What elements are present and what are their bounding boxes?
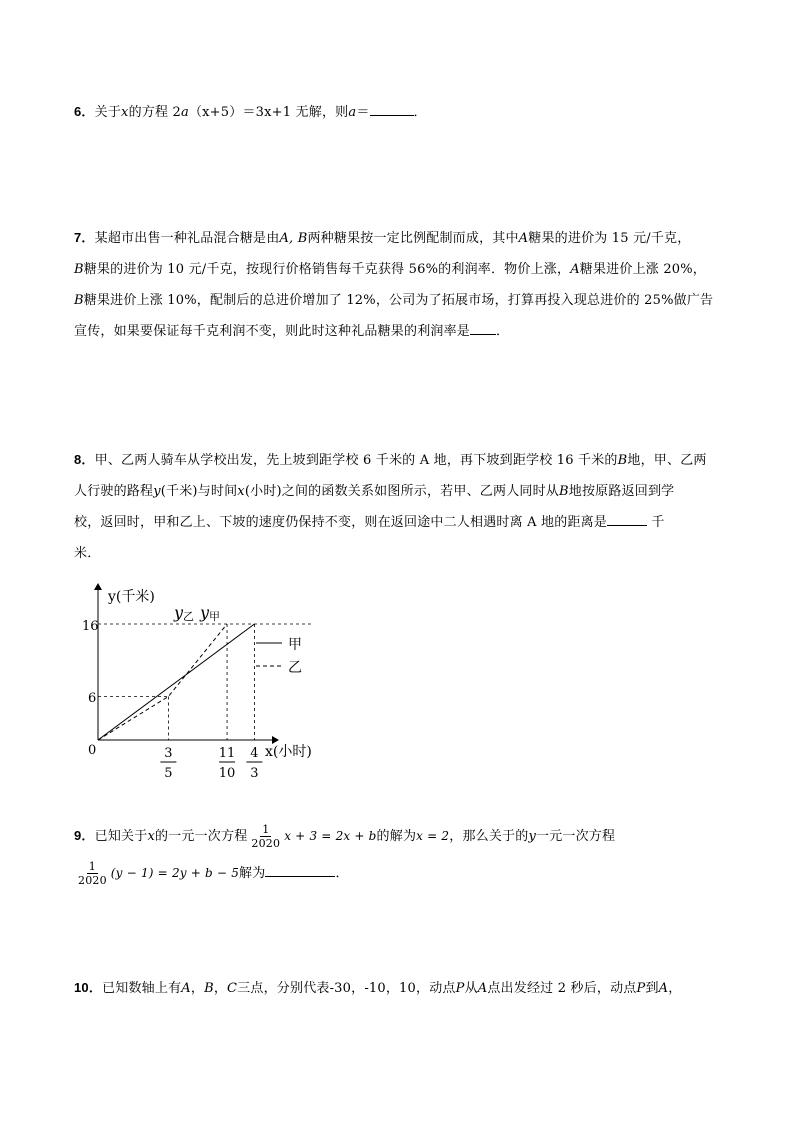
question-6 bbox=[74, 96, 724, 128]
answer-blank[interactable] bbox=[607, 511, 647, 526]
q6-text: （x+5）＝3x+1 无解，则 bbox=[188, 105, 349, 120]
var-B: B bbox=[617, 453, 628, 468]
guide-lines bbox=[98, 624, 313, 740]
q6-text: ． bbox=[413, 105, 427, 120]
q8-text: (小时)之间的函数关系如图所示，若甲、乙两人同时从 bbox=[244, 484, 559, 499]
series-lines bbox=[98, 624, 254, 740]
q9-text: 一元一次方程 bbox=[536, 829, 616, 844]
question-number: 6． bbox=[74, 104, 95, 119]
x-tick-den: 3 bbox=[250, 766, 259, 781]
answer-blank[interactable] bbox=[370, 101, 414, 116]
q8-text: 米． bbox=[74, 546, 101, 561]
legend-label-jia: 甲 bbox=[288, 637, 302, 653]
series-label-jia: y甲 bbox=[200, 603, 221, 623]
q8-text: (千米)与时间 bbox=[160, 484, 238, 499]
fraction-denominator: 2020 bbox=[251, 837, 281, 850]
series-line-1 bbox=[98, 624, 227, 740]
q10-text: 到 bbox=[645, 981, 659, 996]
q9-text: 的一元一次方程 bbox=[155, 829, 248, 844]
x-tick-den: 5 bbox=[164, 766, 173, 781]
var-A: A bbox=[518, 231, 529, 246]
q6-text: 关于 bbox=[94, 105, 122, 120]
var-B: B bbox=[559, 484, 569, 499]
distance-time-graph bbox=[84, 578, 334, 783]
q8-text: 地，甲、乙两 bbox=[627, 453, 707, 468]
var-C: C bbox=[227, 981, 238, 996]
var-a: a bbox=[181, 105, 189, 120]
q7-text: 糖果的进价为 15 元/千克， bbox=[528, 231, 691, 246]
fraction bbox=[76, 860, 109, 887]
question-7 bbox=[74, 222, 724, 347]
q10-text: 三点，分别代表-30，-10，10，动点 bbox=[237, 981, 456, 996]
q9-text: 解为 bbox=[239, 866, 266, 881]
q8-text: 甲、乙两人骑车从学校出发，先上坡到距学校 6 千米的 A 地，再下坡到距学校 16 千米的 bbox=[94, 453, 618, 468]
q10-text: ， bbox=[190, 981, 205, 996]
var-y: y bbox=[153, 484, 161, 499]
var-P: P bbox=[636, 981, 646, 996]
question-9 bbox=[74, 820, 724, 889]
y-tick-6: 6 bbox=[88, 691, 97, 706]
q7-text: 糖果的进价为 10 元/千克，按现行价格销售每千克获得 56%的利润率．物价上涨， bbox=[83, 262, 571, 277]
q10-text: ， bbox=[668, 981, 682, 996]
var-B: B bbox=[74, 293, 84, 308]
equation: (y − 1) = 2y + b − 5 bbox=[110, 866, 240, 880]
x-tick-num: 11 bbox=[218, 746, 236, 761]
var-a: a bbox=[348, 105, 357, 120]
q9-text: 的解为 bbox=[376, 829, 417, 844]
question-number: 10． bbox=[74, 980, 103, 995]
var-x: x bbox=[147, 829, 155, 844]
var-x: x bbox=[237, 484, 245, 499]
q10-text: 点出发经过 2 秒后，动点 bbox=[487, 981, 637, 996]
question-10 bbox=[74, 972, 724, 1004]
question-number: 7． bbox=[74, 230, 95, 245]
var-B: B bbox=[74, 262, 84, 277]
q9-text: 已知关于 bbox=[94, 829, 148, 844]
x-tick-num: 3 bbox=[164, 746, 173, 761]
q6-text: 的方程 2 bbox=[128, 105, 181, 120]
var-P: P bbox=[455, 981, 465, 996]
fraction-denominator: 2020 bbox=[78, 874, 107, 887]
x-tick-den: 10 bbox=[218, 766, 236, 781]
y-axis-label: y(千米) bbox=[108, 589, 155, 605]
question-8 bbox=[74, 444, 724, 569]
q8-text: 校，返回时，甲和乙上、下坡的速度仍保持不变，则在返回途中二人相遇时离 A 地的距离是 bbox=[74, 515, 608, 530]
series-line-0 bbox=[98, 624, 254, 740]
var-A: A bbox=[477, 981, 488, 996]
fraction-numerator: 1 bbox=[262, 823, 270, 836]
q7-text: ． bbox=[496, 324, 510, 339]
x-tick-labels bbox=[160, 746, 262, 781]
q7-text: 某超市出售一种礼品混合糖是由 bbox=[94, 231, 280, 246]
series-label-yi: y乙 bbox=[174, 603, 195, 623]
q6-text: ＝ bbox=[356, 105, 370, 120]
q10-text: 已知数轴上有 bbox=[102, 981, 182, 996]
answer-blank[interactable] bbox=[470, 320, 496, 335]
q7-text: 糖果进价上涨 10%，配制后的总进价增加了 12%，公司为了拓展市场，打算再投入现总进价的 25%做广告 bbox=[83, 293, 714, 308]
q9-text: ． bbox=[335, 866, 349, 881]
x-tick-num: 4 bbox=[250, 746, 259, 761]
fraction bbox=[249, 823, 282, 850]
q10-text: 从 bbox=[464, 981, 478, 996]
q7-text: 宣传，如果要保证每千克利润不变，则此时这种礼品糖果的利润率是 bbox=[74, 324, 471, 339]
origin-label: 0 bbox=[88, 743, 97, 758]
question-number: 9． bbox=[74, 828, 95, 843]
var-y: y bbox=[528, 829, 536, 844]
var-A: A bbox=[181, 981, 191, 996]
fraction-numerator: 1 bbox=[88, 860, 96, 873]
solution: x = 2 bbox=[416, 829, 450, 843]
q8-text: 地按原路返回到学 bbox=[568, 484, 675, 499]
x-axis-label: x(小时) bbox=[265, 744, 312, 760]
var-A: A bbox=[658, 981, 669, 996]
var-x: x bbox=[121, 105, 129, 120]
question-number: 8． bbox=[74, 452, 95, 467]
q10-text: ， bbox=[213, 981, 228, 996]
answer-blank[interactable] bbox=[265, 862, 335, 877]
var-A: A bbox=[570, 262, 580, 277]
var-B: B bbox=[204, 981, 214, 996]
q8-text: 人行驶的路程 bbox=[74, 484, 154, 499]
legend-label-yi: 乙 bbox=[288, 660, 302, 676]
q8-text: 千 bbox=[651, 515, 665, 530]
y-tick-16: 16 bbox=[82, 619, 99, 634]
q9-text: ，那么关于的 bbox=[449, 829, 529, 844]
q7-text: 糖果进价上涨 20%， bbox=[579, 262, 707, 277]
q7-text: 两种糖果按一定比例配制而成，其中 bbox=[307, 231, 519, 246]
equation: x + 3 = 2x + b bbox=[284, 829, 377, 843]
var-ab: A, B bbox=[279, 231, 308, 246]
